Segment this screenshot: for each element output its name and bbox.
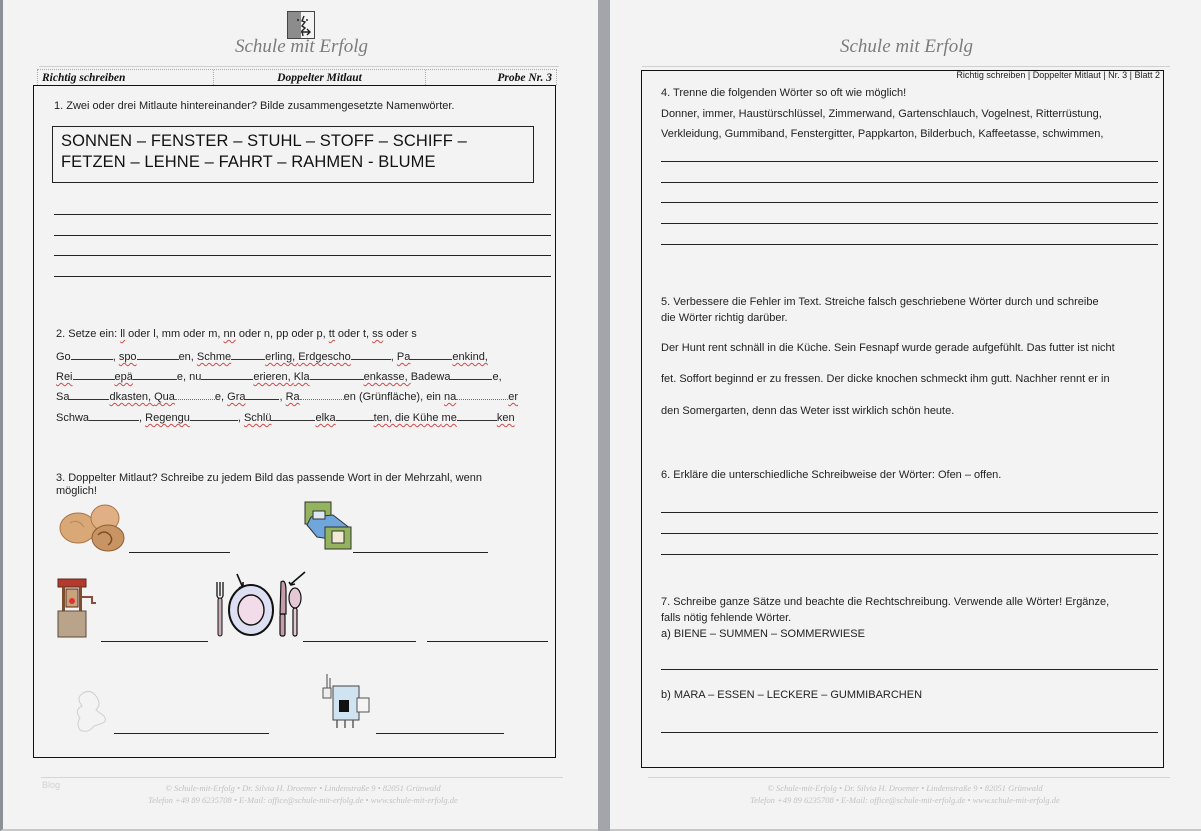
task2-row-4: Schwa , Regengu , Schlü elka ten, die Kühe me ken xyxy=(56,412,515,424)
fill-blank[interactable] xyxy=(351,349,391,360)
task3-prompt: 3. Doppelter Mitlaut? Schreibe zu jedem Bild das passende Wort in der Mehrzahl, wenn möglich! xyxy=(56,472,482,497)
fill-blank[interactable] xyxy=(457,410,497,421)
fill-blank[interactable] xyxy=(336,410,374,421)
answer-line[interactable] xyxy=(661,182,1158,183)
task2-prompt: 2. Setze ein: ll oder l, mm oder m, nn oder n, pp oder p, tt oder t, ss oder s xyxy=(56,328,417,340)
fill-blank[interactable] xyxy=(450,369,492,380)
table-setting-image xyxy=(213,570,309,640)
school-logo-icon xyxy=(287,11,315,39)
worksheet-page-1 xyxy=(0,0,598,831)
task2-row-1: Go , spo en, Schme erling, Erdgescho , Pa enkind, xyxy=(56,351,488,363)
answer-line[interactable] xyxy=(661,554,1158,555)
header-table xyxy=(37,69,557,85)
answer-line[interactable] xyxy=(661,161,1158,162)
answer-line[interactable] xyxy=(661,244,1158,245)
footer-text: © Schule-mit-Erfolg • Dr. Silvia H. Droemer • Lindenstraße 9 • 82051 Grünwald Telefon +49 89 6235708 • E-Mail: office@schule-mit-erfolg.de • www.schule-mit-erfolg.de xyxy=(750,783,1060,805)
answer-line[interactable] xyxy=(376,733,504,734)
fill-blank[interactable] xyxy=(89,410,139,421)
page-meta: Richtig schreiben | Doppelter Mitlaut | Nr. 3 | Blatt 2 xyxy=(956,70,1160,80)
worksheet-page-2 xyxy=(610,0,1201,831)
fill-blank[interactable] xyxy=(245,389,279,400)
answer-line[interactable] xyxy=(427,641,548,642)
page-gap xyxy=(598,0,610,831)
fill-blank[interactable] xyxy=(69,389,109,400)
blog-label[interactable]: Blog xyxy=(42,780,61,790)
stove-image xyxy=(321,674,376,734)
task5-text-line1: Der Hunt rent schnäll in die Küche. Sein Fesnapf wurde gerade aufgefühlt. Das futter ist nicht xyxy=(661,342,1115,354)
fill-blank[interactable] xyxy=(190,410,238,421)
task7-prompt: 7. Schreibe ganze Sätze und beachte die Rechtschreibung. Verwende alle Wörter! Ergänze, falls nötig fehlende Wörter. a) BIENE – SUMMEN – SOMMERWIESE xyxy=(661,596,1110,640)
answer-line[interactable] xyxy=(661,732,1158,733)
task5-prompt: 5. Verbessere die Fehler im Text. Streiche falsch geschriebene Wörter durch und schreibe die Wörter richtig darüber. xyxy=(661,296,1099,324)
answer-line[interactable] xyxy=(54,235,551,236)
header-rule xyxy=(642,66,1170,67)
ghost-sketch-image xyxy=(66,688,116,736)
fill-blank[interactable] xyxy=(456,389,508,400)
fill-blank[interactable] xyxy=(310,369,364,380)
content-frame xyxy=(641,70,1164,768)
answer-line[interactable] xyxy=(303,641,416,642)
answer-line[interactable] xyxy=(101,641,208,642)
fill-blank[interactable] xyxy=(71,349,113,360)
fill-blank[interactable] xyxy=(410,349,452,360)
task1-word-box xyxy=(52,126,534,183)
footer-rule xyxy=(41,777,563,778)
answer-line[interactable] xyxy=(661,223,1158,224)
fill-blank[interactable] xyxy=(137,349,179,360)
answer-line[interactable] xyxy=(129,552,230,553)
task4-words-line1: Donner, immer, Haustürschlüssel, Zimmerwand, Gartenschlauch, Vogelnest, Ritterrüstung, xyxy=(661,108,1102,120)
fill-blank[interactable] xyxy=(300,389,344,400)
task1-words-line1: SONNEN – FENSTER – STUHL – STOFF – SCHIFF – xyxy=(61,132,467,150)
answer-line[interactable] xyxy=(661,202,1158,203)
footer-text: © Schule-mit-Erfolg • Dr. Silvia H. Droemer • Lindenstraße 9 • 82051 Grünwald Telefon +49 89 6235708 • E-Mail: office@schule-mit-erfolg.de • www.schule-mit-erfolg.de xyxy=(148,783,458,805)
brand-title: Schule mit Erfolg xyxy=(840,36,973,57)
well-image xyxy=(56,577,101,639)
answer-line[interactable] xyxy=(54,255,551,256)
header-topic: Doppelter Mitlaut xyxy=(213,70,425,85)
answer-line[interactable] xyxy=(661,669,1158,670)
task5-text-line2: fet. Soffort beginnd er zu fressen. Der dicke knochen schmeckt ihm gutt. Nachher rennt er in xyxy=(661,373,1110,385)
task7-b: b) MARA – ESSEN – LECKERE – GUMMIBARCHEN xyxy=(661,689,923,701)
answer-line[interactable] xyxy=(661,533,1158,534)
fill-blank[interactable] xyxy=(271,410,315,421)
task5-text-line3: den Somergarten, denn das Weter isst wirklich schön heute. xyxy=(661,405,955,417)
answer-line[interactable] xyxy=(54,276,551,277)
footer-rule xyxy=(648,777,1170,778)
answer-line[interactable] xyxy=(54,214,551,215)
fill-blank[interactable] xyxy=(201,369,253,380)
walnuts-image xyxy=(58,503,128,553)
task6-prompt: 6. Erkläre die unterschiedliche Schreibweise der Wörter: Ofen – offen. xyxy=(661,469,1002,481)
brand-title: Schule mit Erfolg xyxy=(235,36,368,57)
task2-row-3: Sa dkasten, Qua e, Gra , Ra en (Grünfläche), ein na er xyxy=(56,391,518,403)
answer-line[interactable] xyxy=(353,552,488,553)
task1-prompt: 1. Zwei oder drei Mitlaute hintereinander? Bilde zusammengesetzte Namenwörter. xyxy=(54,100,455,112)
answer-line[interactable] xyxy=(114,733,269,734)
answer-line[interactable] xyxy=(661,512,1158,513)
fill-blank[interactable] xyxy=(231,349,265,360)
fill-blank[interactable] xyxy=(175,389,215,400)
task4-words-line2: Verkleidung, Gummiband, Fenstergitter, Pappkarton, Bilderbuch, Kaffeetasse, schwimmen, xyxy=(661,128,1104,140)
task1-words-line2: FETZEN – LEHNE – FAHRT – RAHMEN - BLUME xyxy=(61,153,436,171)
bed-image xyxy=(303,501,353,551)
header-subject: Richtig schreiben xyxy=(42,72,126,84)
header-test-number: Probe Nr. 3 xyxy=(425,70,556,85)
fill-blank[interactable] xyxy=(133,369,177,380)
task4-prompt: 4. Trenne die folgenden Wörter so oft wie möglich! xyxy=(661,87,907,99)
fill-blank[interactable] xyxy=(73,369,115,380)
header-rule xyxy=(39,66,559,67)
task2-row-2: Rei epä e, nu erieren, Kla enkasse, Badewa e, xyxy=(56,371,502,383)
